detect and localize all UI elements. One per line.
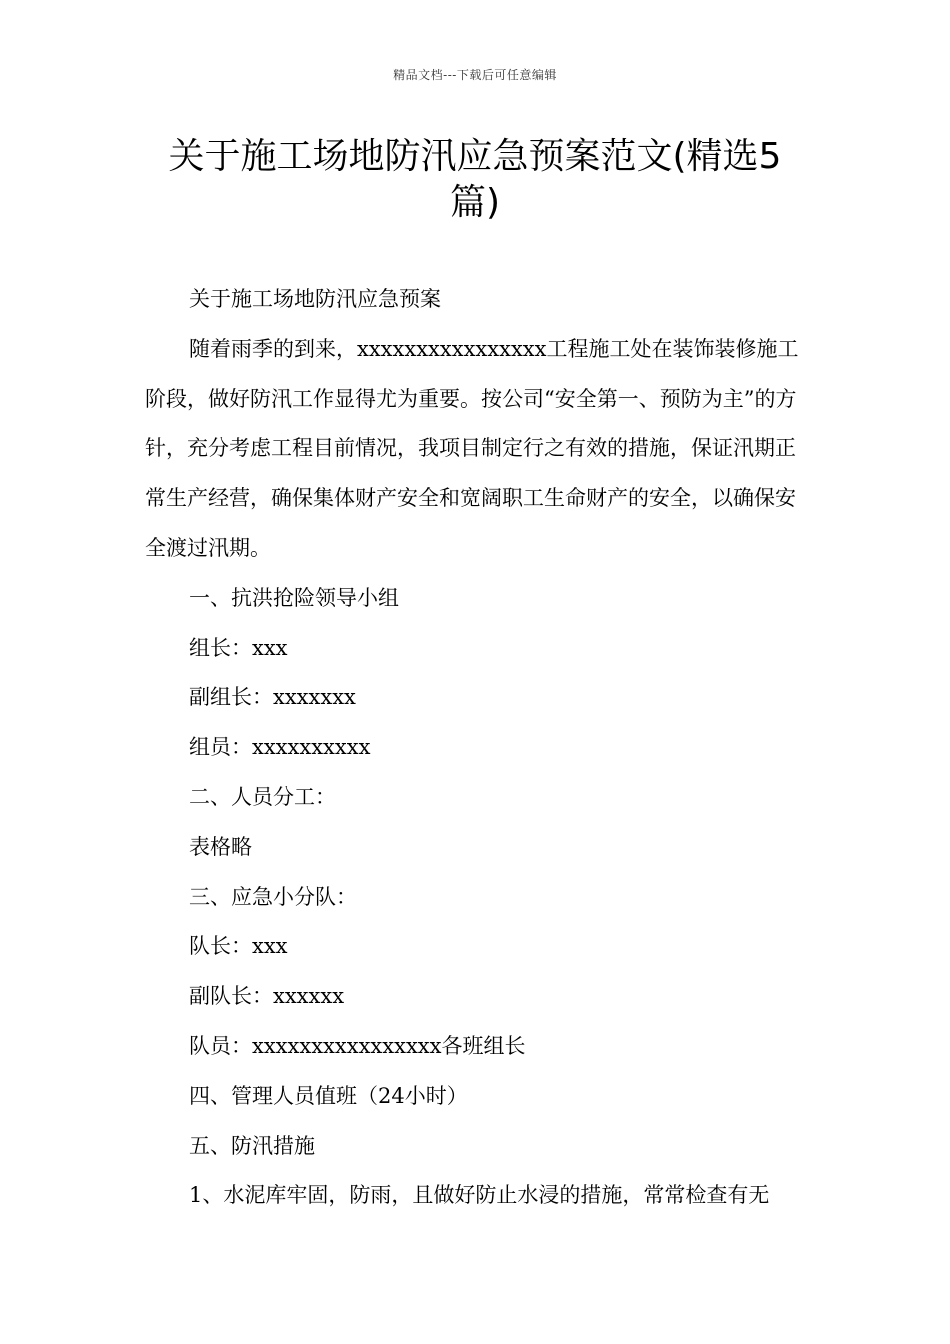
section-heading-emergency-team: 三、应急小分队： xyxy=(189,884,357,909)
section-heading: 关于施工场地防汛应急预案 xyxy=(189,287,441,311)
measure-item-1: 1、水泥库牢固，防雨，且做好防止水浸的措施，常常检查有无 xyxy=(189,1183,770,1208)
section-heading-duty: 四、管理人员值班（24小时） xyxy=(189,1083,468,1108)
list-item-members: 组员：xxxxxxxxxx xyxy=(189,735,371,760)
list-item-deputy-leader: 副组长：xxxxxxx xyxy=(189,685,356,710)
section-heading-leadership: 一、抗洪抢险领导小组 xyxy=(189,585,399,610)
title-line-2: 篇) xyxy=(449,182,501,223)
header-note: 精品文档---下载后可任意编辑 xyxy=(393,68,557,82)
document-body xyxy=(145,275,810,1221)
list-item-leader: 组长：xxx xyxy=(189,635,288,660)
table-omitted-note: 表格略 xyxy=(189,834,252,859)
list-item-team-members: 队员：xxxxxxxxxxxxxxxx各班组长 xyxy=(189,1033,526,1058)
list-item-deputy-team-leader: 副队长：xxxxxx xyxy=(189,984,345,1009)
list-item-team-leader: 队长：xxx xyxy=(189,934,288,959)
section-heading-measures: 五、防汛措施 xyxy=(189,1133,315,1158)
section-heading-division: 二、人员分工： xyxy=(189,784,336,809)
title-line-1: 关于施工场地防汛应急预案范文(精选5 xyxy=(168,136,782,177)
intro-paragraph: 随着雨季的到来，xxxxxxxxxxxxxxxx工程施工处在装饰装修施工阶段，做好防汛工作显得尤为重要。按公司“安全第一、预防为主”的方针，充分考虑工程目前情况，我项目制定行之有效的措施，保证汛期正常生产经营，确保集体财产安全和宽阔职工生命财产的安全，以确保安全渡过汛期。 xyxy=(145,336,799,560)
document-title xyxy=(120,134,830,226)
